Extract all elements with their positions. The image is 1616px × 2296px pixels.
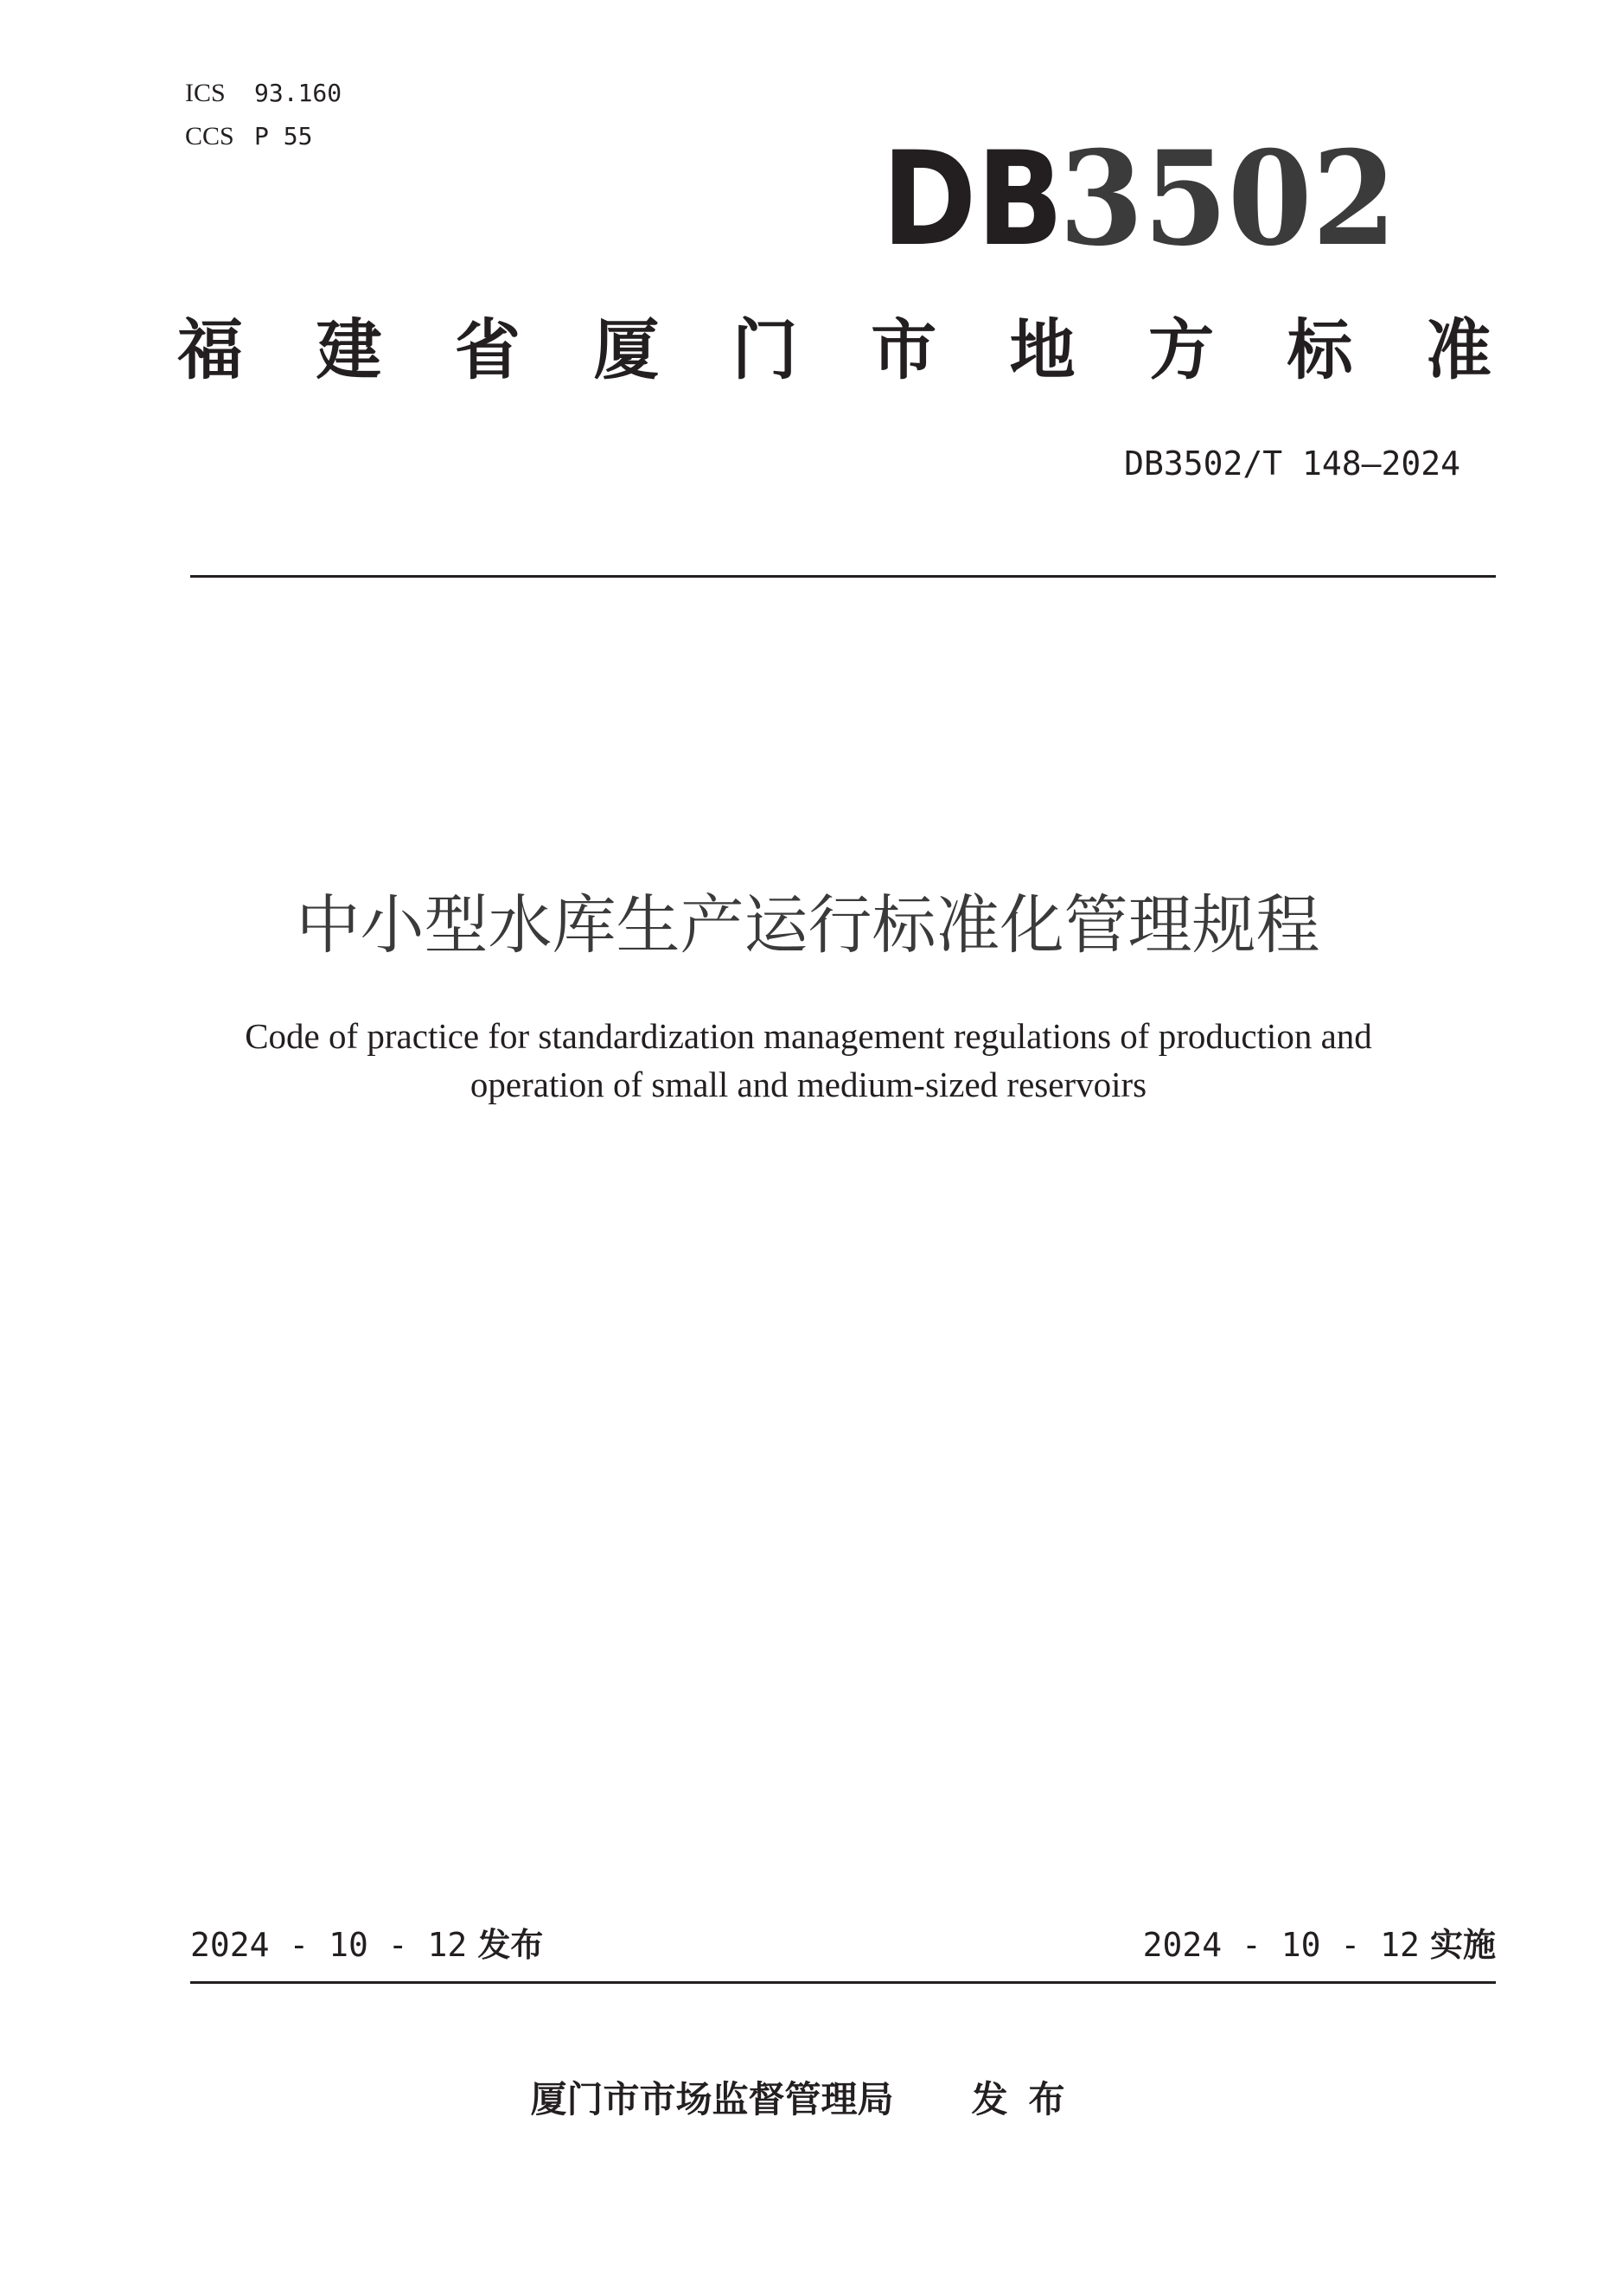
bottom-divider [190, 1981, 1496, 1984]
publish-date-value: 2024 - 10 - 12 [190, 1926, 468, 1964]
implement-date [1143, 1923, 1496, 1967]
publish-date [190, 1923, 543, 1967]
standard-type-char: 建 [316, 311, 382, 388]
issuer-action: 发布 [971, 2078, 1086, 2120]
standard-type-heading [177, 311, 1491, 389]
ics-value: 93.160 [254, 79, 342, 107]
top-divider [190, 575, 1496, 578]
standard-number: DB3502/T 148—2024 [1124, 444, 1460, 483]
logo-prefix: DB [882, 147, 1063, 251]
ccs-label: CCS [185, 122, 234, 150]
standard-type-char: 市 [871, 311, 937, 388]
title-chinese: 中小型水库生产运行标准化管理规程 [296, 888, 1320, 963]
standard-type-char: 标 [1287, 311, 1353, 388]
issuer-name: 厦门市市场监督管理局 [530, 2078, 894, 2120]
ics-code [185, 78, 342, 109]
standard-type-char: 方 [1148, 311, 1215, 388]
db3502-logo [882, 147, 1401, 251]
standard-type-char: 省 [454, 311, 521, 388]
standard-type-char: 福 [177, 311, 243, 388]
logo-number: 3502 [1059, 147, 1396, 251]
title-english-line-2: operation of small and medium-sized reservoirs [469, 1065, 1147, 1104]
implement-date-value: 2024 - 10 - 12 [1142, 1926, 1420, 1964]
publish-date-suffix: 发布 [477, 1926, 544, 1964]
standard-type-char: 厦 [593, 311, 660, 388]
title-english [173, 1012, 1444, 1109]
ics-label: ICS [185, 79, 226, 107]
ccs-value: P 55 [254, 122, 313, 150]
standard-type-char: 地 [1009, 311, 1076, 388]
title-english-line-1: Code of practice for standardization management regulations of production and [245, 1016, 1372, 1056]
issuer [0, 2075, 1616, 2124]
standard-type-char: 门 [731, 311, 798, 388]
ccs-code [185, 121, 312, 152]
implement-date-suffix: 实施 [1429, 1926, 1496, 1964]
standard-type-char: 准 [1425, 311, 1491, 388]
